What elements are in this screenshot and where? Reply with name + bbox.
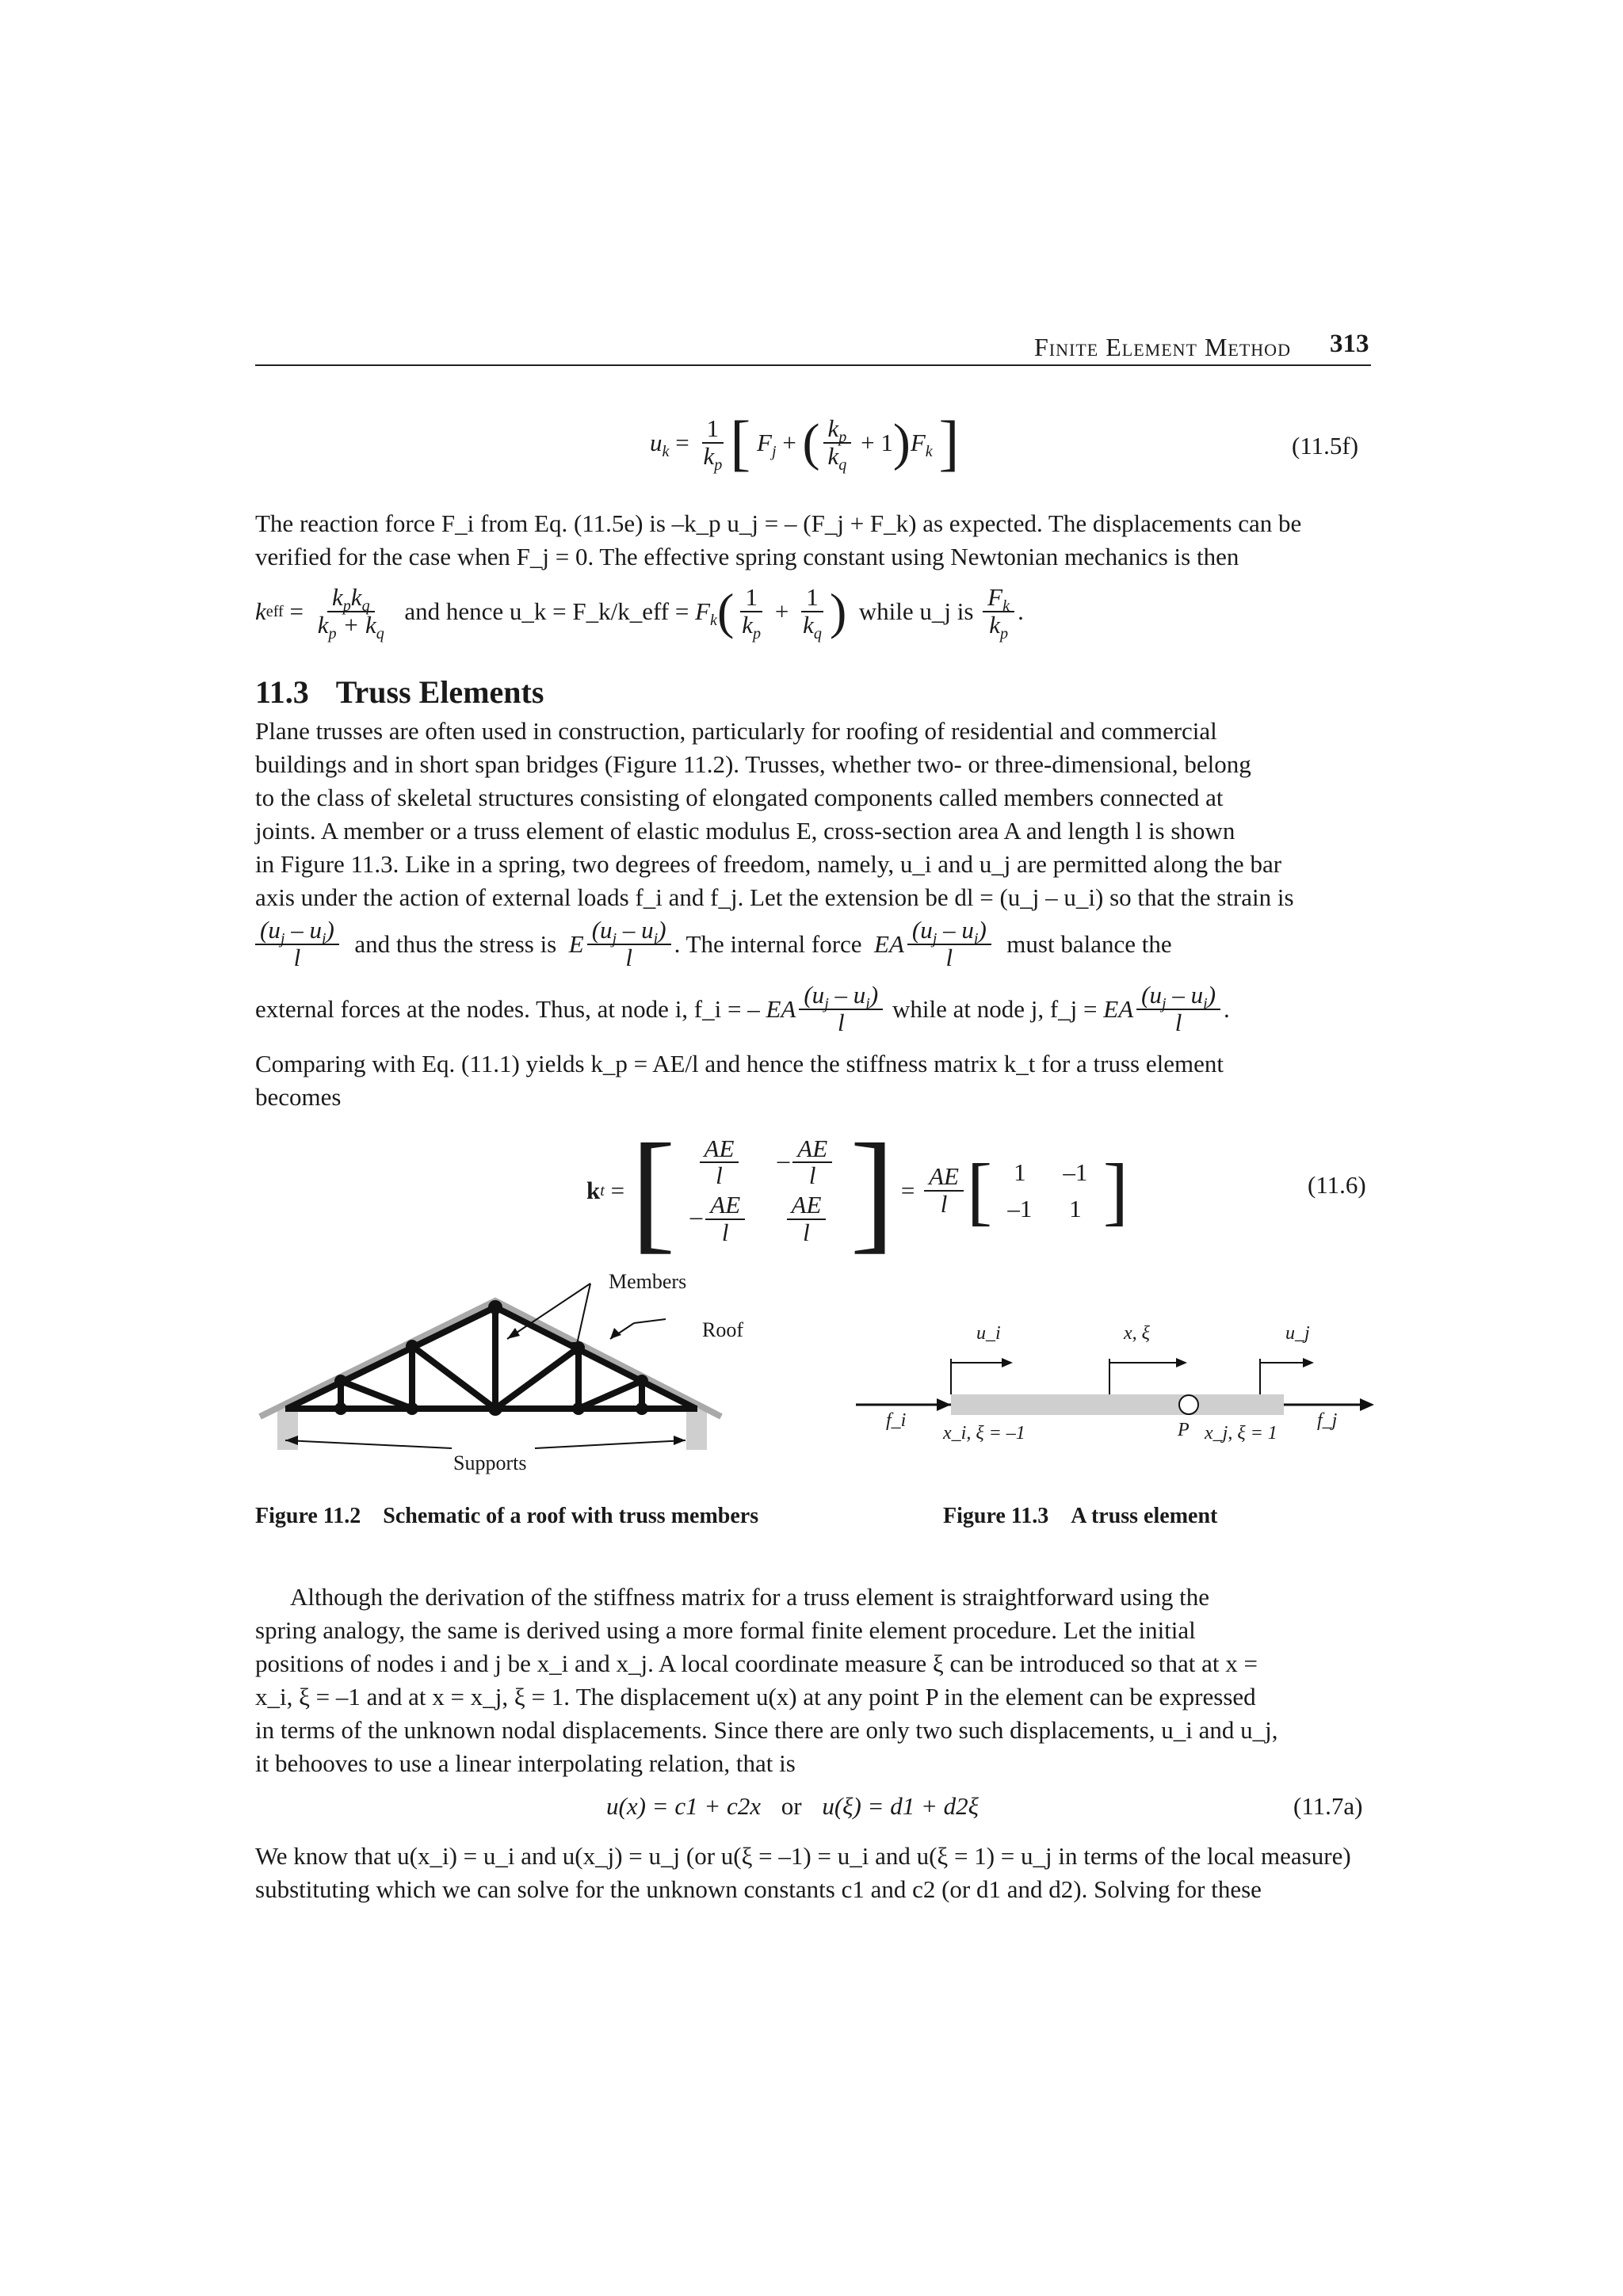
paragraph-1-line-2: verified for the case when F_j = 0. The effective spring constant using Newtonian mechanics is then: [255, 543, 1239, 570]
members-label: Members: [609, 1270, 687, 1293]
section-heading: [255, 673, 544, 711]
uj-label: u_j: [1285, 1323, 1310, 1344]
figure-11-2-caption: [255, 1504, 758, 1529]
internal-force-text: . The internal force: [674, 929, 862, 958]
keff-equation-line: k eff = $\frac{k_pk_q}{k_p + k_q}$ and hence u_k = F_k/k_eff = $F_k$ ( $\frac{1}{k_p}$ + $\frac{1}{k_q}$ ) while u_j is $\frac{F_k}{k_p}$ .: [255, 583, 1024, 643]
while-node-j-text: while at node j, f_j =: [892, 994, 1098, 1023]
equation-11-6: k t = [ $\frac{AE}{l}$ – $\frac{AE}{l}$ – $\frac{AE}{l}$ $\frac{AE}{l}$ ] = $\frac{AE}{l}$ [ 1 –1 –1 1 ]: [586, 1116, 1128, 1265]
running-title: Finite Element Method: [1034, 333, 1291, 361]
figure-11-2-caption-text: Schematic of a roof with truss members: [383, 1504, 759, 1528]
equation-11-5f: $u_k$ = $\frac{1}{k_p}$ [ $F_j$ + ( $\frac{k_p}{k_q}$ + 1 ) $F_k$ ]: [650, 408, 960, 477]
paragraph-1-line-1: The reaction force F_i from Eq. (11.5e) is –k_p u_j = – (F_j + F_k) as expected. The displacements can be: [255, 509, 1302, 537]
paragraph-2-line-4: joints. A member or a truss element of elastic modulus E, cross-section area A and length l is shown: [255, 817, 1235, 845]
equation-number-11-6: (11.6): [1308, 1171, 1366, 1199]
strain-tail-text: and thus the stress is: [354, 929, 557, 958]
paragraph-3-line-5: in terms of the unknown nodal displacements. Since there are only two such displacements, u_i and u_j,: [255, 1716, 1278, 1744]
must-balance-text: must balance the: [1006, 929, 1172, 958]
figure-11-3-label: Figure 11.3: [943, 1504, 1049, 1528]
section-title: Truss Elements: [335, 674, 544, 710]
while-text: while u_j is: [858, 597, 974, 625]
header-rule: [255, 364, 1371, 366]
external-forces-text: external forces at the nodes. Thus, at node i, f_i = –: [255, 994, 760, 1023]
paragraph-3-line-4: x_i, ξ = –1 and at x = x_j, ξ = 1. The displacement u(x) at any point P in the element can be expressed: [255, 1683, 1256, 1711]
equation-11-7a-lhs: u(x) = c1 + c2x: [606, 1792, 762, 1820]
paragraph-2-line-2: buildings and in short span bridges (Figure 11.2). Trusses, whether two- or three-dimensional, belong: [255, 750, 1251, 778]
paragraph-4-line-2: substituting which we can solve for the unknown constants c1 and c2 (or d1 and d2). Solving for these: [255, 1875, 1262, 1903]
external-forces-line: external forces at the nodes. Thus, at node i, f_i = – EA $\frac{(u_j - u_i)}{l}$ while at node j, f_j = EA $\frac{(u_j - u_i)}{l}$ .: [255, 981, 1230, 1036]
supports-label: Supports: [453, 1451, 527, 1474]
paragraph-2-line-6: axis under the action of external loads f_i and f_j. Let the extension be dl = (u_j – u_i) so that the strain is: [255, 883, 1294, 911]
roof-line: [260, 1301, 721, 1417]
paragraph-2-comparing: Comparing with Eq. (11.1) yields k_p = AE/l and hence the stiffness matrix k_t for a truss element: [255, 1050, 1224, 1077]
equation-number-11-5f: (11.5f): [1292, 432, 1359, 460]
equation-number-11-7a: (11.7a): [1293, 1792, 1363, 1820]
fj-label: f_j: [1317, 1410, 1338, 1431]
section-number: 11.3: [255, 674, 309, 710]
p-label: P: [1178, 1420, 1190, 1440]
paragraph-3-line-3: positions of nodes i and j be x_i and x_j. A local coordinate measure ξ can be introduced so that at x =: [255, 1650, 1258, 1677]
strain-stress-line: $\frac{(u_j - u_i)}{l}$ and thus the stress is E $\frac{(u_j - u_i)}{l}$ . The internal force EA $\frac{(u_j - u_i)}{l}$ must balance the: [255, 917, 1172, 971]
truss-bar: [951, 1394, 1284, 1415]
paragraph-3-line-1: Although the derivation of the stiffness matrix for a truss element is straightforward using the: [290, 1583, 1209, 1611]
roof-label: Roof: [702, 1318, 743, 1341]
keff-text: and hence u_k = F_k/k_eff =: [404, 597, 689, 625]
figure-11-3-caption: [943, 1504, 1217, 1529]
paragraph-3-line-2: spring analogy, the same is derived using a more formal finite element procedure. Let the initial: [255, 1616, 1196, 1644]
ui-label: u_i: [976, 1323, 1001, 1344]
x-xi-label: x, ξ: [1124, 1323, 1150, 1344]
paragraph-2-becomes: becomes: [255, 1083, 342, 1111]
page-number: 313: [1330, 330, 1369, 358]
figure-11-2-label: Figure 11.2: [255, 1504, 361, 1528]
fi-label: f_i: [886, 1410, 907, 1431]
xj-node-label: x_j, ξ = 1: [1205, 1423, 1277, 1444]
paragraph-2-line-3: to the class of skeletal structures consisting of elongated components called members connected at: [255, 784, 1224, 811]
paragraph-2-line-1: Plane trusses are often used in construction, particularly for roofing of residential and commercial: [255, 717, 1217, 745]
right-support: [686, 1406, 707, 1450]
figure-11-3-caption-text: A truss element: [1071, 1504, 1218, 1528]
equation-11-7a-rhs: u(ξ) = d1 + d2ξ: [822, 1792, 979, 1820]
xi-node-label: x_i, ξ = –1: [943, 1423, 1025, 1444]
equation-11-7a-or: or: [781, 1792, 802, 1820]
equation-11-7a: [606, 1792, 979, 1821]
point-p: [1179, 1395, 1198, 1414]
paragraph-4-line-1: We know that u(x_i) = u_i and u(x_j) = u_j (or u(ξ = –1) = u_i and u(ξ = 1) = u_j in terms of the local measure): [255, 1842, 1351, 1870]
paragraph-2-line-5: in Figure 11.3. Like in a spring, two degrees of freedom, namely, u_i and u_j are permitted along the bar: [255, 850, 1282, 878]
paragraph-3-line-6: it behooves to use a linear interpolating relation, that is: [255, 1749, 796, 1777]
